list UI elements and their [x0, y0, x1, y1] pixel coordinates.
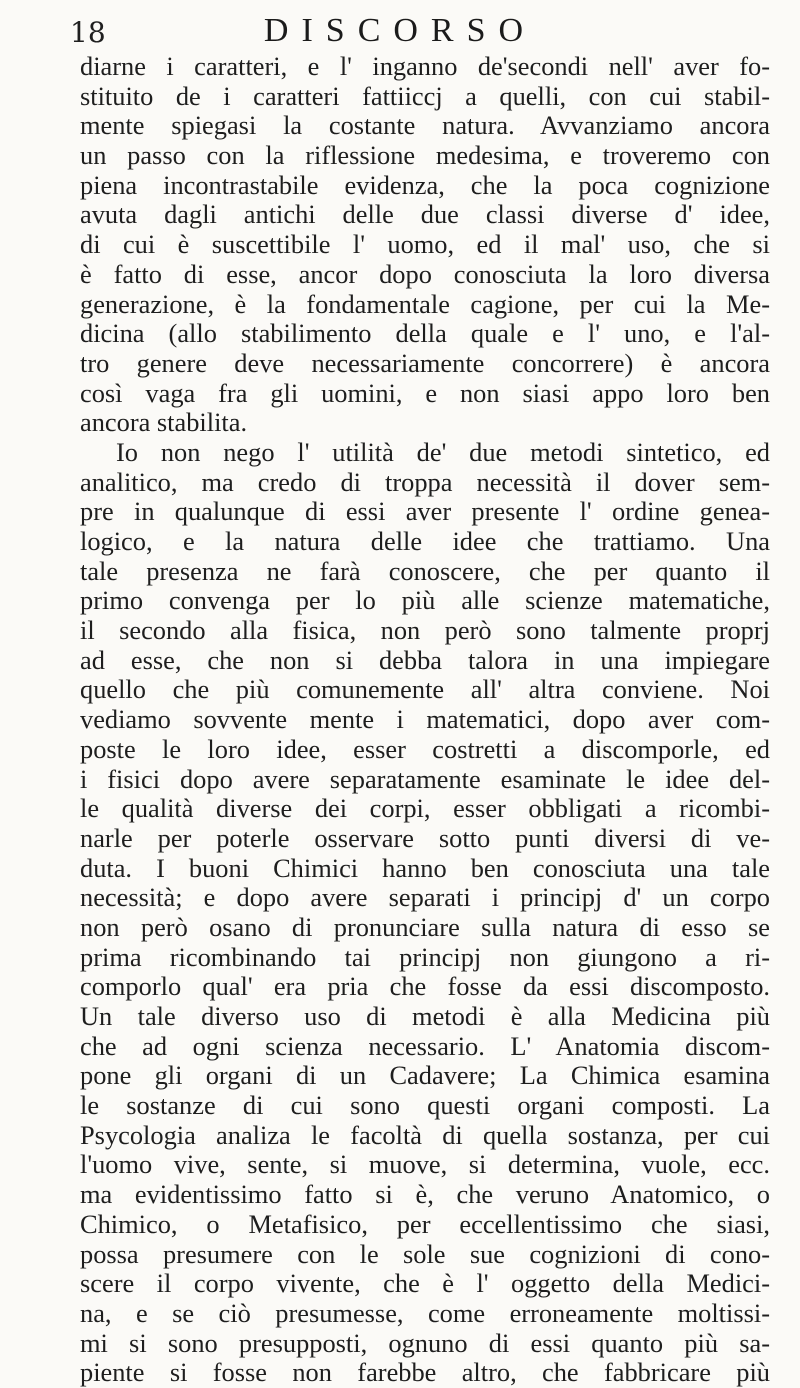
- text-line: narle per poterle osservare sotto punti diversi di ve-: [80, 822, 770, 853]
- text-line: non però osano di pronunciare sulla natura di esso se: [80, 911, 770, 942]
- text-line: i fisici dopo avere separatamente esaminate le idee del-: [80, 763, 770, 794]
- text-line: ancora stabilita.: [80, 407, 248, 438]
- text-line: il secondo alla fisica, non però sono talmente proprj: [80, 615, 770, 646]
- text-line: così vaga fra gli uomini, e non siasi appo loro ben: [80, 377, 770, 408]
- text-line: piena incontrastabile evidenza, che la poca cognizione: [80, 169, 770, 200]
- text-line: l'uomo vive, sente, si muove, si determina, vuole, ecc.: [80, 1149, 770, 1180]
- text-line: pre in qualunque di essi aver presente l' ordine genea-: [80, 496, 770, 527]
- text-line: mi si sono presupposti, ognuno di essi quanto più sa-: [80, 1327, 770, 1358]
- text-line: quello che più comunemente all' altra conviene. Noi: [80, 674, 770, 705]
- text-line: tro genere deve necessariamente concorrere) è ancora: [80, 347, 770, 378]
- text-line: Un tale diverso uso di metodi è alla Medicina più: [80, 1001, 770, 1031]
- page-header: [40, 12, 760, 52]
- text-line: tale presenza ne farà conoscere, che per quanto il: [80, 555, 770, 586]
- text-line: Psycologia analiza le facoltà di quella sostanza, per cui: [80, 1119, 770, 1150]
- text-line: comporlo qual' era pria che fosse da essi discomposto.: [80, 971, 770, 1002]
- text-line: piente si fosse non farebbe altro, che fabbricare più: [80, 1357, 770, 1388]
- text-line: ad esse, che non si debba talora in una impiegare: [80, 644, 770, 675]
- text-line: Io non nego l' utilità de' due metodi sintetico, ed: [116, 436, 770, 467]
- text-line: possa presumere con le sole sue cognizioni di cono-: [80, 1238, 770, 1269]
- text-line: un passo con la riflessione medesima, e troveremo con: [80, 140, 770, 171]
- text-line: na, e se ciò presumesse, come erroneamente moltissi-: [80, 1297, 770, 1328]
- text-line: avuta dagli antichi delle due classi diverse d' idee,: [80, 199, 770, 230]
- text-line: vediamo sovvente mente i matematici, dopo aver com-: [80, 704, 770, 735]
- text-line: necessità; e dopo avere separati i principj d' un corpo: [80, 882, 770, 913]
- text-line: analitico, ma credo di troppa necessità il dover sem-: [80, 466, 770, 497]
- text-line: logico, e la natura delle idee che trattiamo. Una: [80, 526, 770, 556]
- text-line: ma evidentissimo fatto si è, che veruno Anatomico, o: [80, 1179, 770, 1210]
- text-line: le sostanze di cui sono questi organi composti. La: [80, 1090, 770, 1121]
- text-line: mente spiegasi la costante natura. Avvanziamo ancora: [80, 110, 770, 141]
- text-line: le qualità diverse dei corpi, esser obbligati a ricombi-: [80, 793, 770, 824]
- body-text: [80, 52, 770, 1388]
- text-line: è fatto di esse, ancor dopo conosciuta la loro diversa: [80, 258, 770, 289]
- text-line: scere il corpo vivente, che è l' oggetto della Medici-: [80, 1268, 770, 1299]
- text-line: pone gli organi di un Cadavere; La Chimica esamina: [80, 1060, 770, 1091]
- text-line: primo convenga per lo più alle scienze matematiche,: [80, 585, 770, 616]
- text-line: dicina (allo stabilimento della quale e l' uno, e l'al-: [80, 318, 770, 349]
- text-line: di cui è suscettibile l' uomo, ed il mal' uso, che si: [80, 229, 770, 260]
- text-line: generazione, è la fondamentale cagione, per cui la Me-: [80, 288, 770, 319]
- text-line: prima ricombinando tai principj non giungono a ri-: [80, 941, 770, 972]
- text-line: Chimico, o Metafisico, per eccellentissimo che siasi,: [80, 1208, 770, 1239]
- text-line: duta. I buoni Chimici hanno ben conosciuta una tale: [80, 852, 770, 883]
- text-line: diarne i caratteri, e l' inganno de'secondi nell' aver fo-: [80, 51, 770, 81]
- text-line: stituito de i caratteri fattiiccj a quelli, con cui stabil-: [80, 80, 770, 111]
- text-line: che ad ogni scienza necessario. L' Anatomia discom-: [80, 1030, 770, 1061]
- running-head: DISCORSO: [263, 12, 537, 49]
- text-line: poste le loro idee, esser costretti a discomporle, ed: [80, 733, 770, 764]
- page-number: 18: [70, 16, 106, 49]
